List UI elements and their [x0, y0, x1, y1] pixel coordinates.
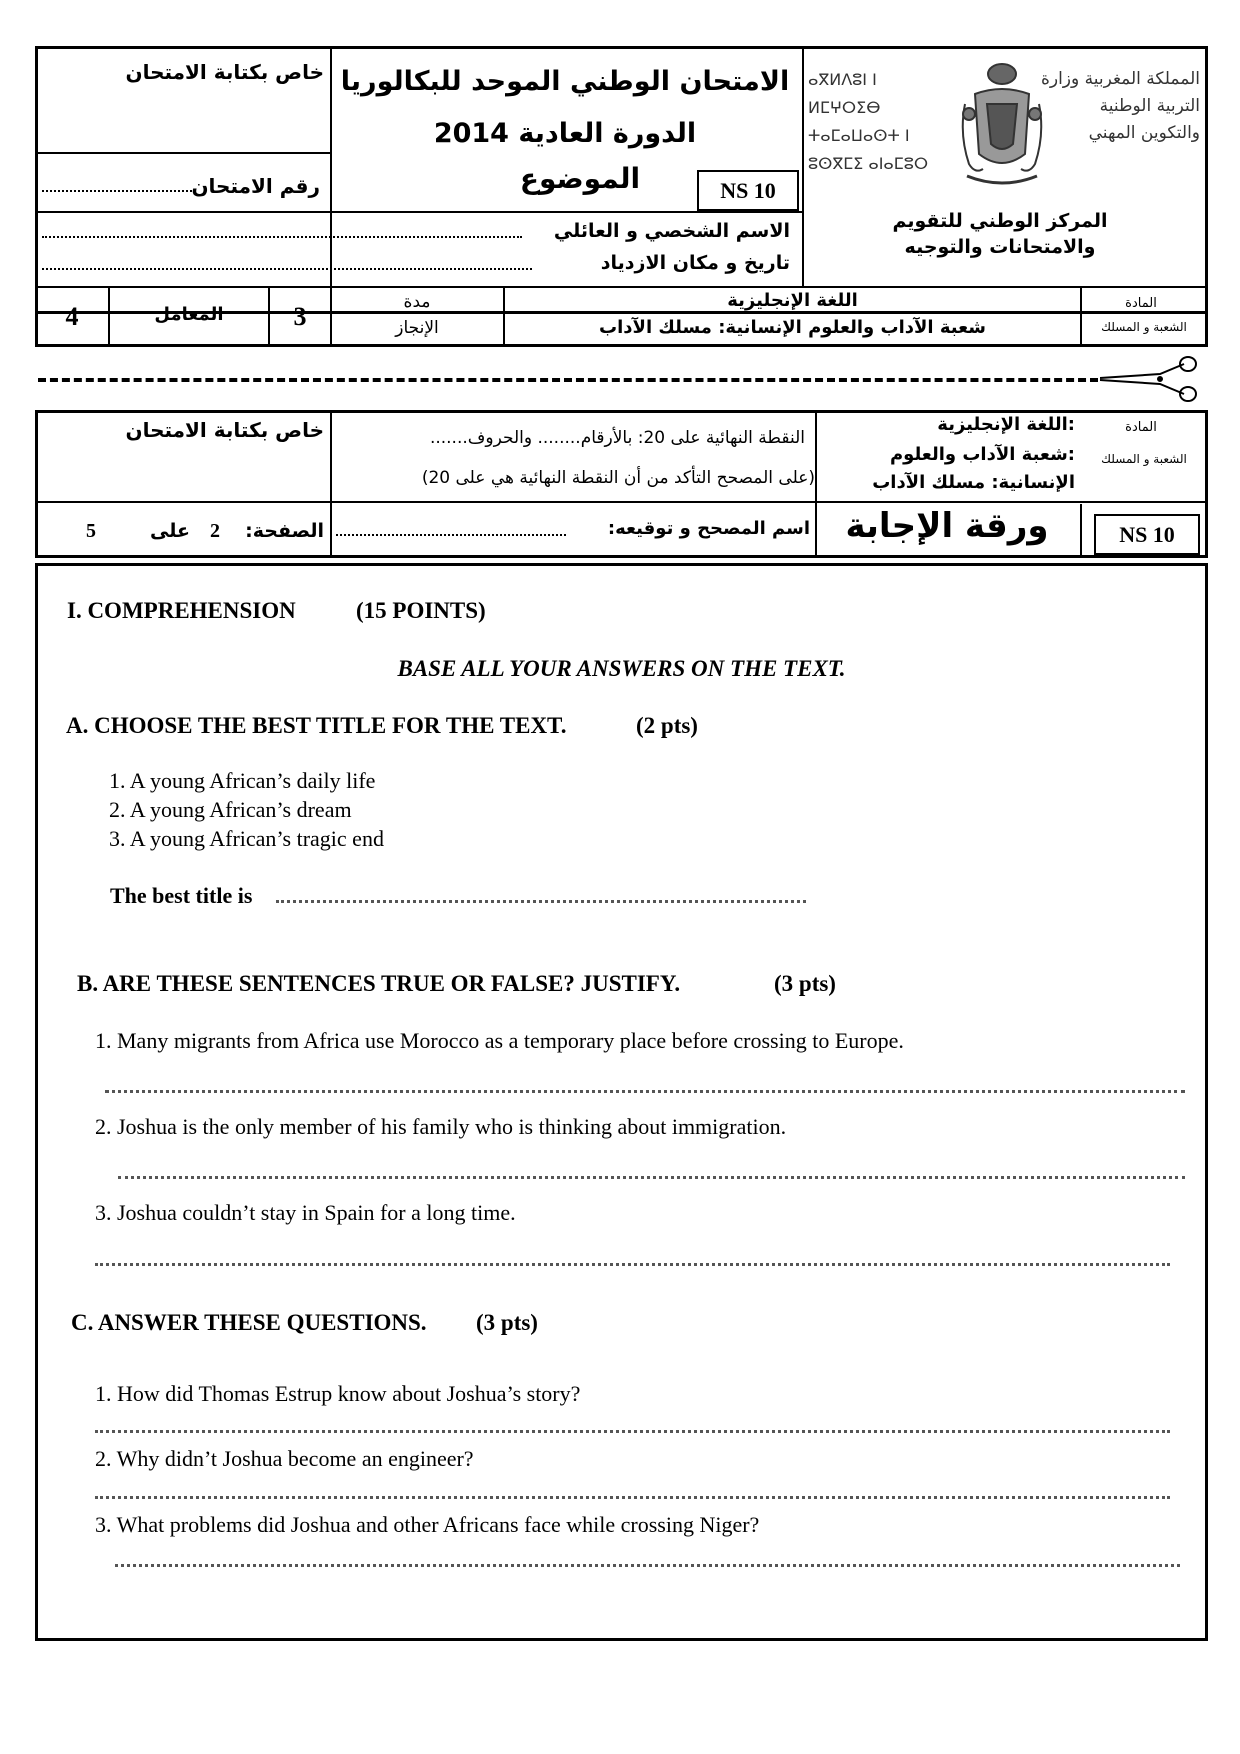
- branch-name: شعبة الآداب والعلوم الإنسانية: مسلك الآداب: [599, 317, 986, 338]
- true-false-item: 1. Many migrants from Africa use Morocco as a temporary place before crossing to Europe.: [95, 1028, 904, 1053]
- justification-line[interactable]: [118, 1176, 1185, 1179]
- exam-number-label: رقم الامتحان: [191, 174, 320, 198]
- grader-field[interactable]: [336, 534, 566, 536]
- title-option: 1. A young African’s daily life: [109, 768, 376, 793]
- divider: [1080, 504, 1082, 557]
- title-option: 3. A young African’s tragic end: [109, 826, 384, 851]
- true-false-item: 2. Joshua is the only member of his family who is thinking about immigration.: [95, 1114, 787, 1139]
- birth-field[interactable]: [42, 268, 532, 270]
- subject-label: المادة: [1125, 296, 1157, 311]
- justification-line[interactable]: [105, 1090, 1185, 1093]
- title-option: 2. A young African’s dream: [109, 797, 352, 822]
- question-item: 2. Why didn’t Joshua become an engineer?: [95, 1446, 474, 1471]
- subject-name: اللغة الإنجليزية: [727, 290, 858, 311]
- answer-line[interactable]: [95, 1496, 1170, 1499]
- section-b-heading: B. ARE THESE SENTENCES TRUE OR FALSE? JUSTIFY.: [77, 971, 681, 996]
- section-a-heading: A. CHOOSE THE BEST TITLE FOR THE TEXT.: [66, 713, 567, 738]
- scissors-icon: [1100, 356, 1200, 402]
- exam-title: الامتحان الوطني الموحد للبكالوريا: [340, 66, 790, 97]
- divider: [36, 501, 1207, 503]
- page-label: الصفحة:: [245, 520, 324, 542]
- exam-code: NS 10: [720, 178, 776, 203]
- answer-sheet-title: ورقة الإجابة: [845, 506, 1049, 546]
- divider: [36, 211, 803, 213]
- ministry-name: المملكة المغربية وزارة التربية الوطنية والتكوين المهني: [1040, 69, 1200, 143]
- coefficient-value: 4: [65, 302, 79, 331]
- branch-label: الشعبة و المسلك: [1101, 320, 1187, 334]
- reserved-label-2: خاص بكتابة الامتحان: [125, 418, 324, 442]
- comprehension-heading: I. COMPREHENSION: [67, 598, 296, 623]
- section-a-points: (2 pts): [636, 713, 698, 738]
- page-current: 2: [210, 520, 220, 542]
- exam-session: الدورة العادية 2014: [433, 118, 697, 149]
- duration-value: 3: [293, 302, 307, 331]
- page-of-label: على: [150, 520, 190, 542]
- answer-line[interactable]: [95, 1430, 1170, 1433]
- tifinagh-text: ⴰⴳⵍⴷⵓⵏ ⵏ ⵍⵎⵖⵔⵉⴱ ⵜⴰⵎⴰⵡⴰⵙⵜ ⵏ ⵓⵙⴳⵎⵉ ⴰⵏⴰⵎⵓⵔ: [808, 70, 929, 173]
- comprehension-points: (15 POINTS): [356, 598, 486, 623]
- name-field[interactable]: [42, 236, 522, 238]
- best-title-prompt: The best title is: [110, 883, 253, 908]
- branch-name-2b: الإنسانية: مسلك الآداب: [872, 472, 1075, 493]
- center-name: المركز الوطني للتقويم والامتحانات والتوجيه: [892, 210, 1108, 258]
- section-c-points: (3 pts): [476, 1310, 538, 1335]
- page-total: 5: [86, 520, 96, 542]
- name-label: الاسم الشخصي و العائلي: [553, 220, 790, 242]
- subject-word: الموضوع: [519, 162, 641, 195]
- comprehension-instruction: BASE ALL YOUR ANSWERS ON THE TEXT.: [397, 656, 846, 681]
- divider: [802, 47, 804, 286]
- divider: [330, 47, 332, 312]
- duration-label: الإنجاز: [395, 318, 439, 338]
- cut-line: [38, 378, 1098, 382]
- grader-note: (على المصحح التأكد من أن النقطة النهائية هي على 20): [421, 468, 815, 488]
- question-item: 1. How did Thomas Estrup know about Joshua’s story?: [95, 1381, 581, 1406]
- section-b-points: (3 pts): [774, 971, 836, 996]
- branch-name-2a: :شعبة الآداب والعلوم: [889, 444, 1075, 465]
- divider: [36, 152, 331, 154]
- reserved-label: خاص بكتابة الامتحان: [125, 60, 324, 84]
- divider: [815, 411, 817, 557]
- duration-label: مدة: [403, 292, 431, 312]
- branch-label-2: الشعبة و المسلك: [1101, 452, 1187, 466]
- question-item: 3. What problems did Joshua and other Africans face while crossing Niger?: [95, 1512, 760, 1537]
- section-c-heading: C. ANSWER THESE QUESTIONS.: [71, 1310, 427, 1335]
- justification-line[interactable]: [95, 1263, 1170, 1266]
- exam-code-2: NS 10: [1119, 522, 1175, 547]
- subject-name-2: :اللغة الإنجليزية: [937, 414, 1075, 435]
- answer-line[interactable]: [115, 1564, 1180, 1567]
- grader-label: اسم المصحح و توقيعه:: [607, 518, 810, 539]
- birth-label: تاريخ و مكان الازدياد: [600, 252, 790, 274]
- coat-of-arms-icon: [955, 54, 1049, 192]
- coefficient-label: المعامل: [154, 304, 224, 325]
- exam-number-field[interactable]: [42, 190, 192, 192]
- subject-label-2: المادة: [1125, 420, 1157, 435]
- true-false-item: 3. Joshua couldn’t stay in Spain for a long time.: [95, 1200, 516, 1225]
- divider: [330, 411, 332, 557]
- best-title-answer-line[interactable]: [276, 900, 806, 903]
- final-grade-line: النقطة النهائية على 20: بالأرقام........ والحروف.......: [429, 428, 805, 448]
